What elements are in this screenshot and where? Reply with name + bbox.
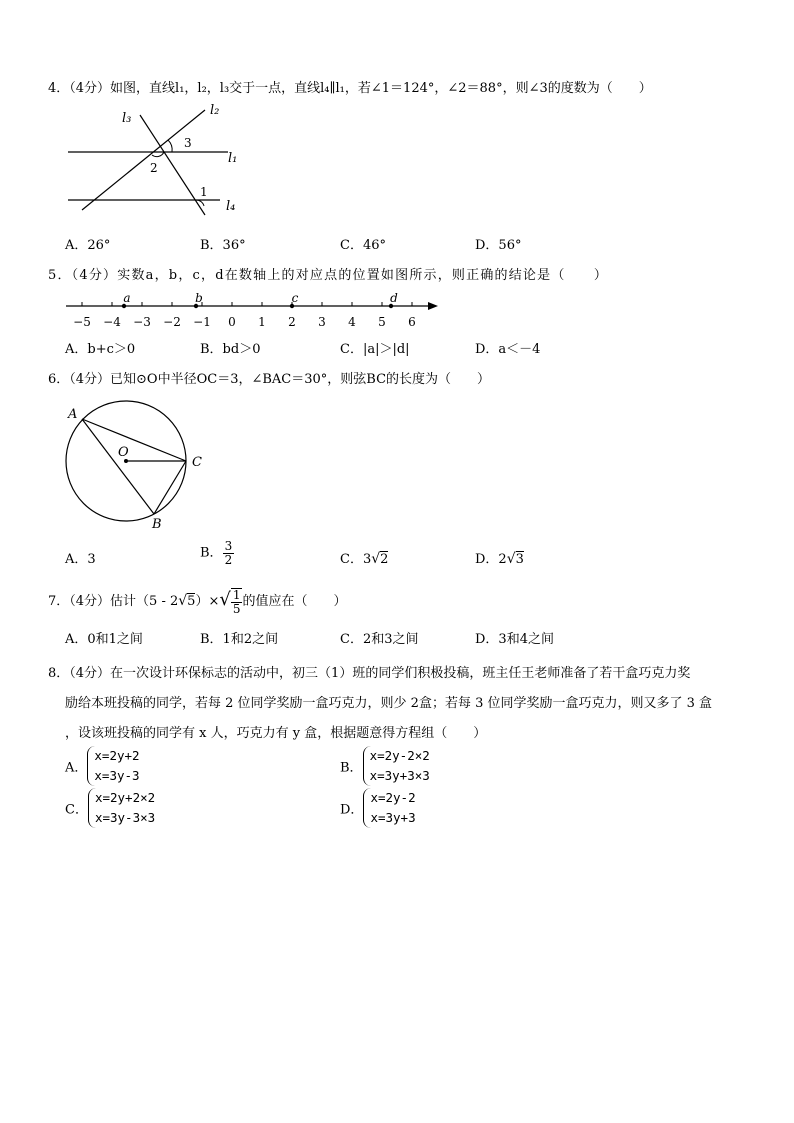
tick-label: −5 xyxy=(73,315,91,329)
q5-stem: 5．（4分）实数a，b，c，d在数轴上的对应点的位置如图所示，则正确的结论是（ ） xyxy=(48,268,609,283)
q8-stem-line3: ，设该班投稿的同学有 x 人，巧克力有 y 盒，根据题意得方程组（ ） xyxy=(65,726,487,741)
q6-circle-figure xyxy=(60,400,220,540)
q4-option-b[interactable]: B．36° xyxy=(200,238,246,253)
label-o: O xyxy=(118,445,129,460)
q7-stem: 7．（4分）估计（5 - 2√5）×√ $\frac{1}{5}$ 的值应在（ ） xyxy=(48,588,347,616)
q6-option-b[interactable] xyxy=(200,540,234,566)
tick-label: −2 xyxy=(163,315,181,329)
line-l2 xyxy=(82,110,205,210)
q5-option-d[interactable]: D．a＜－4 xyxy=(475,342,541,357)
q8-option-b-system: x=2y-2×2 x=3y+3×3 xyxy=(363,746,430,786)
q7-fraction: $\frac{1}{5}$ xyxy=(232,588,241,616)
tick-label: 3 xyxy=(318,315,326,329)
q8-option-a[interactable]: A． x=2y+2 x=3y-3 xyxy=(65,746,140,786)
label-b: B xyxy=(152,517,162,532)
q6-option-d-radicand: 3 xyxy=(515,552,524,567)
label-angle3: 3 xyxy=(184,136,192,150)
q5-number-line xyxy=(60,288,450,332)
q8-option-c-system: x=2y+2×2 x=3y-3×3 xyxy=(88,788,155,828)
angle3-arc xyxy=(168,140,172,152)
point-label-d: d xyxy=(390,291,398,305)
q6-option-c-radicand: 2 xyxy=(380,552,389,567)
tick-label: −4 xyxy=(103,315,121,329)
q4-option-d[interactable]: D．56° xyxy=(475,238,522,253)
tick-label: 5 xyxy=(378,315,386,329)
label-angle2: 2 xyxy=(150,161,158,175)
q7-option-a[interactable]: A．0和1之间 xyxy=(65,632,143,647)
q5-option-b[interactable]: B．bd＞0 xyxy=(200,342,261,357)
q8-stem-line1: 8．（4分）在一次设计环保标志的活动中，初三（1）班的同学们积极投稿，班主任王老师准备了若干盒巧克力奖 xyxy=(48,666,691,681)
tick-label: 1 xyxy=(258,315,266,329)
q7-option-c[interactable]: C．2和3之间 xyxy=(340,632,419,647)
q8-stem-line2: 励给本班投稿的同学，若每 2 位同学奖励一盒巧克力，则少 2盒；若每 3 位同学奖励一盒巧克力，则又多了 3 盒 xyxy=(65,696,713,711)
q6-option-b-fraction: $\frac{3}{2}$ xyxy=(224,539,233,567)
tick-label: 2 xyxy=(288,315,296,329)
q6-option-c[interactable]: C．3√2 xyxy=(340,551,389,567)
point-label-c: c xyxy=(291,291,299,305)
q6-option-a[interactable]: A．3 xyxy=(65,552,96,567)
q8-option-a-system: x=2y+2 x=3y-3 xyxy=(87,746,139,786)
arrow-head xyxy=(428,302,438,310)
q8-option-d-system: x=2y-2 x=3y+3 xyxy=(363,788,415,828)
tick-label: 6 xyxy=(408,315,416,329)
q4-stem: 4．（4分）如图，直线l₁，l₂，l₃交于一点，直线l₄∥l₁，若∠1＝124°，∠2＝88°，则∠3的度数为（ ） xyxy=(48,81,652,96)
q7-radicand-5: 5 xyxy=(187,594,196,610)
point-label-b: b xyxy=(195,291,203,305)
q4-option-c[interactable]: C．46° xyxy=(340,238,386,253)
label-l4: l₄ xyxy=(226,199,236,214)
tick-label: −3 xyxy=(133,315,151,329)
tick-label: 4 xyxy=(348,315,356,329)
angle2-arc xyxy=(152,152,164,157)
label-l1: l₁ xyxy=(228,151,238,166)
label-l3: l₃ xyxy=(122,111,132,126)
point-label-a: a xyxy=(123,291,131,305)
q6-stem: 6．（4分）已知⊙O中半径OC＝3，∠BAC＝30°，则弦BC的长度为（ ） xyxy=(48,372,491,387)
q6-option-b-label: B． xyxy=(200,545,223,561)
q6-option-d[interactable]: D．2√3 xyxy=(475,551,524,567)
q4-option-a[interactable]: A．26° xyxy=(65,238,111,253)
tick-label: 0 xyxy=(228,315,236,329)
q7-option-d[interactable]: D．3和4之间 xyxy=(475,632,554,647)
chord-bc xyxy=(154,461,186,514)
q7-option-b[interactable]: B．1和2之间 xyxy=(200,632,279,647)
label-a: A xyxy=(68,407,78,422)
q5-option-a[interactable]: A．b+c＞0 xyxy=(65,342,136,357)
label-l2: l₂ xyxy=(210,103,220,118)
q4-figure xyxy=(60,100,250,220)
label-angle1: 1 xyxy=(200,185,208,199)
label-c: C xyxy=(192,455,202,470)
q5-option-c[interactable]: C．|a|＞|d| xyxy=(340,342,410,357)
tick-label: −1 xyxy=(193,315,211,329)
q8-option-d[interactable]: D． x=2y-2 x=3y+3 xyxy=(340,788,416,828)
q8-option-c[interactable]: C． x=2y+2×2 x=3y-3×3 xyxy=(65,788,155,828)
q8-option-b[interactable]: B． x=2y-2×2 x=3y+3×3 xyxy=(340,746,430,786)
